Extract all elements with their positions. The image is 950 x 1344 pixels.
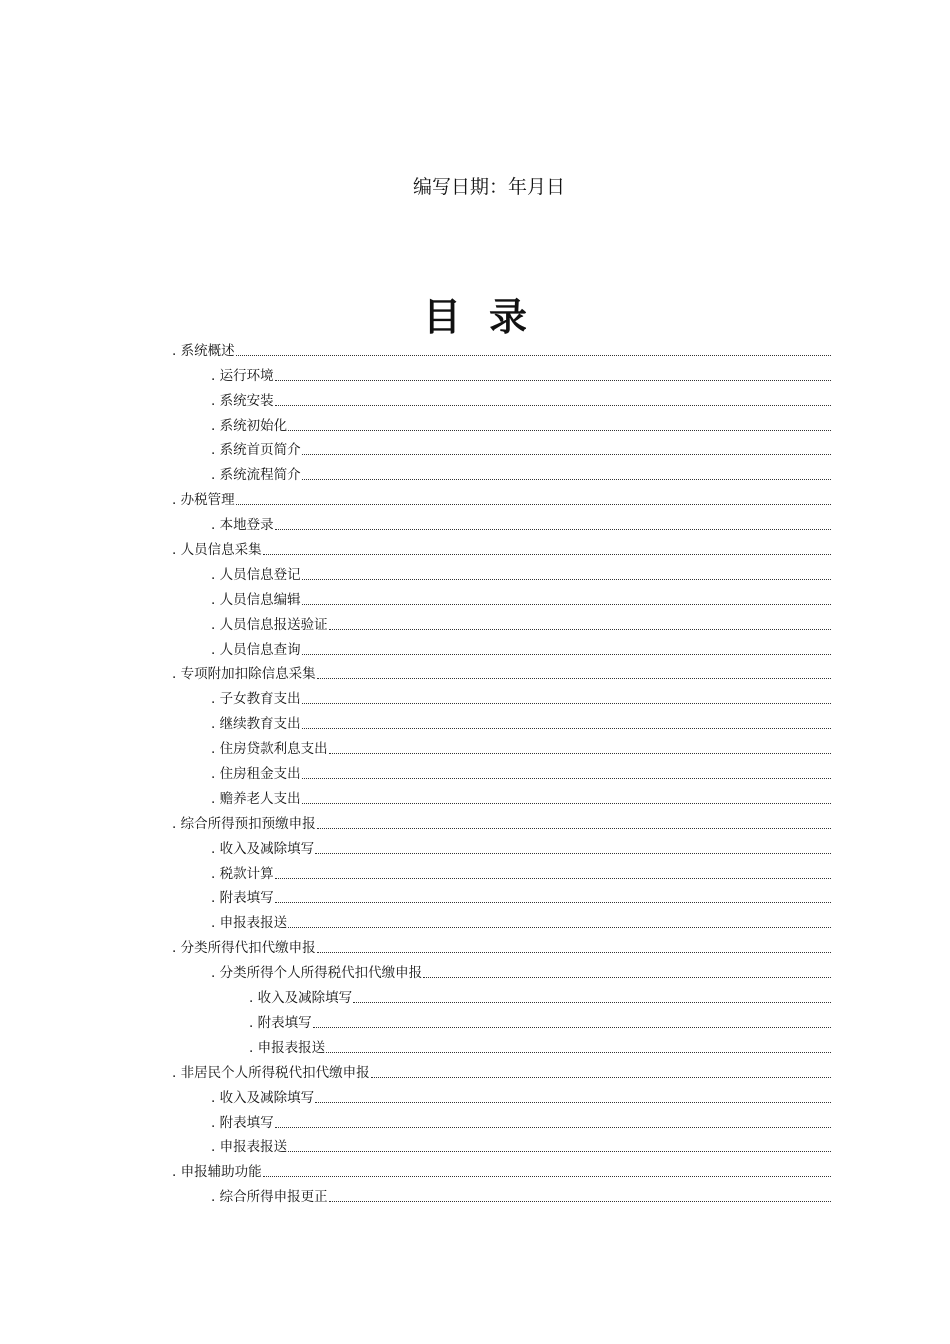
toc-dot-leader (317, 951, 831, 953)
toc-entry-label: . 收入及减除填写 (211, 1089, 315, 1106)
toc-entry-label: . 人员信息报送验证 (211, 616, 328, 633)
toc-entry-label: . 分类所得代扣代缴申报 (172, 940, 316, 957)
toc-entry-label: . 申报表报送 (211, 1139, 288, 1156)
toc-dot-leader (329, 752, 831, 754)
toc-entry-level-2[interactable] (172, 1133, 831, 1158)
toc-entry-level-2[interactable] (172, 908, 831, 933)
toc-entry-label: . 收入及减除填写 (211, 840, 315, 857)
toc-entry-label: . 综合所得申报更正 (211, 1189, 328, 1206)
toc-dot-leader (275, 877, 831, 879)
toc-entry-level-1[interactable] (172, 933, 831, 958)
toc-dot-leader (275, 528, 831, 530)
toc-dot-leader (302, 453, 831, 455)
toc-entry-level-1[interactable] (172, 336, 831, 361)
toc-entry-level-2[interactable] (172, 386, 831, 411)
toc-entry-label: . 附表填写 (211, 1114, 274, 1131)
toc-dot-leader (275, 901, 831, 903)
toc-entry-label: . 附表填写 (211, 890, 274, 907)
toc-dot-leader (263, 1175, 831, 1177)
toc-entry-label: . 申报表报送 (211, 915, 288, 932)
toc-entry-level-2[interactable] (172, 460, 831, 485)
toc-entry-level-2[interactable] (172, 436, 831, 461)
toc-entry-label: . 附表填写 (249, 1014, 312, 1031)
toc-entry-label: . 继续教育支出 (211, 716, 301, 733)
toc-entry-label: . 人员信息采集 (172, 542, 262, 559)
toc-entry-level-2[interactable] (172, 411, 831, 436)
compile-date-line (0, 172, 950, 199)
toc-entry-label: . 非居民个人所得税代扣代缴申报 (172, 1064, 370, 1081)
toc-dot-leader (302, 727, 831, 729)
toc-dot-leader (302, 802, 831, 804)
toc-dot-leader (371, 1076, 831, 1078)
toc-dot-leader (315, 1101, 831, 1103)
toc-entry-label: . 系统初始化 (211, 417, 288, 434)
toc-dot-leader (236, 354, 831, 356)
toc-entry-level-3[interactable] (172, 1033, 831, 1058)
toc-entry-label: . 系统首页简介 (211, 442, 301, 459)
toc-title: 目录 (422, 295, 555, 339)
toc-dot-leader (317, 827, 831, 829)
toc-entry-level-2[interactable] (172, 361, 831, 386)
toc-entry-level-2[interactable] (172, 510, 831, 535)
toc-dot-leader (329, 1200, 831, 1202)
toc-entry-label: . 收入及减除填写 (249, 990, 353, 1007)
toc-entry-level-1[interactable] (172, 660, 831, 685)
toc-entry-level-2[interactable] (172, 585, 831, 610)
toc-entry-level-2[interactable] (172, 1083, 831, 1108)
toc-entry-level-2[interactable] (172, 610, 831, 635)
toc-dot-leader (313, 1026, 831, 1028)
toc-dot-leader (329, 628, 831, 630)
toc-entry-level-1[interactable] (172, 1157, 831, 1182)
toc-entry-label: . 住房租金支出 (211, 766, 301, 783)
toc-entry-level-2[interactable] (172, 884, 831, 909)
toc-entry-label: . 系统概述 (172, 342, 235, 359)
toc-entry-label: . 税款计算 (211, 865, 274, 882)
toc-entry-level-3[interactable] (172, 1008, 831, 1033)
toc-dot-leader (302, 578, 831, 580)
toc-dot-leader (353, 1001, 831, 1003)
compile-date-label: 编写日期：年月日 (412, 176, 565, 198)
toc-dot-leader (275, 404, 831, 406)
toc-entry-level-2[interactable] (172, 709, 831, 734)
toc-dot-leader (302, 653, 831, 655)
toc-dot-leader (288, 1150, 831, 1152)
toc-entry-label: . 申报表报送 (249, 1039, 326, 1056)
toc-entry-label: . 人员信息登记 (211, 566, 301, 583)
toc-entry-level-2[interactable] (172, 958, 831, 983)
toc-dot-leader (302, 478, 831, 480)
table-of-contents (172, 336, 831, 1207)
toc-entry-label: . 人员信息编辑 (211, 591, 301, 608)
toc-dot-leader (302, 603, 831, 605)
toc-dot-leader (288, 926, 831, 928)
toc-entry-label: . 申报辅助功能 (172, 1164, 262, 1181)
toc-entry-label: . 住房贷款利息支出 (211, 741, 328, 758)
toc-entry-label: . 分类所得个人所得税代扣代缴申报 (211, 965, 423, 982)
toc-entry-label: . 人员信息查询 (211, 641, 301, 658)
toc-entry-label: . 子女教育支出 (211, 691, 301, 708)
toc-entry-level-2[interactable] (172, 684, 831, 709)
toc-entry-level-2[interactable] (172, 859, 831, 884)
toc-dot-leader (288, 429, 831, 431)
toc-entry-level-1[interactable] (172, 809, 831, 834)
toc-dot-leader (263, 553, 831, 555)
toc-dot-leader (423, 976, 831, 978)
toc-dot-leader (326, 1051, 831, 1053)
toc-dot-leader (317, 677, 831, 679)
toc-entry-level-3[interactable] (172, 983, 831, 1008)
toc-entry-level-1[interactable] (172, 485, 831, 510)
toc-dot-leader (236, 503, 831, 505)
toc-entry-label: . 综合所得预扣预缴申报 (172, 815, 316, 832)
toc-entry-label: . 系统安装 (211, 392, 274, 409)
toc-entry-level-1[interactable] (172, 1058, 831, 1083)
toc-entry-label: . 专项附加扣除信息采集 (172, 666, 316, 683)
toc-entry-level-2[interactable] (172, 1182, 831, 1207)
toc-dot-leader (302, 777, 831, 779)
toc-entry-label: . 系统流程简介 (211, 467, 301, 484)
toc-entry-level-2[interactable] (172, 759, 831, 784)
toc-entry-level-2[interactable] (172, 784, 831, 809)
toc-dot-leader (275, 379, 831, 381)
toc-entry-label: . 运行环境 (211, 367, 274, 384)
toc-entry-label: . 本地登录 (211, 517, 274, 534)
toc-entry-level-1[interactable] (172, 535, 831, 560)
toc-entry-level-2[interactable] (172, 734, 831, 759)
toc-entry-level-2[interactable] (172, 635, 831, 660)
toc-dot-leader (315, 852, 831, 854)
toc-entry-level-2[interactable] (172, 560, 831, 585)
toc-entry-label: . 办税管理 (172, 492, 235, 509)
toc-entry-level-2[interactable] (172, 1108, 831, 1133)
toc-dot-leader (302, 702, 831, 704)
toc-entry-label: . 赡养老人支出 (211, 790, 301, 807)
toc-entry-level-2[interactable] (172, 834, 831, 859)
toc-dot-leader (275, 1126, 831, 1128)
